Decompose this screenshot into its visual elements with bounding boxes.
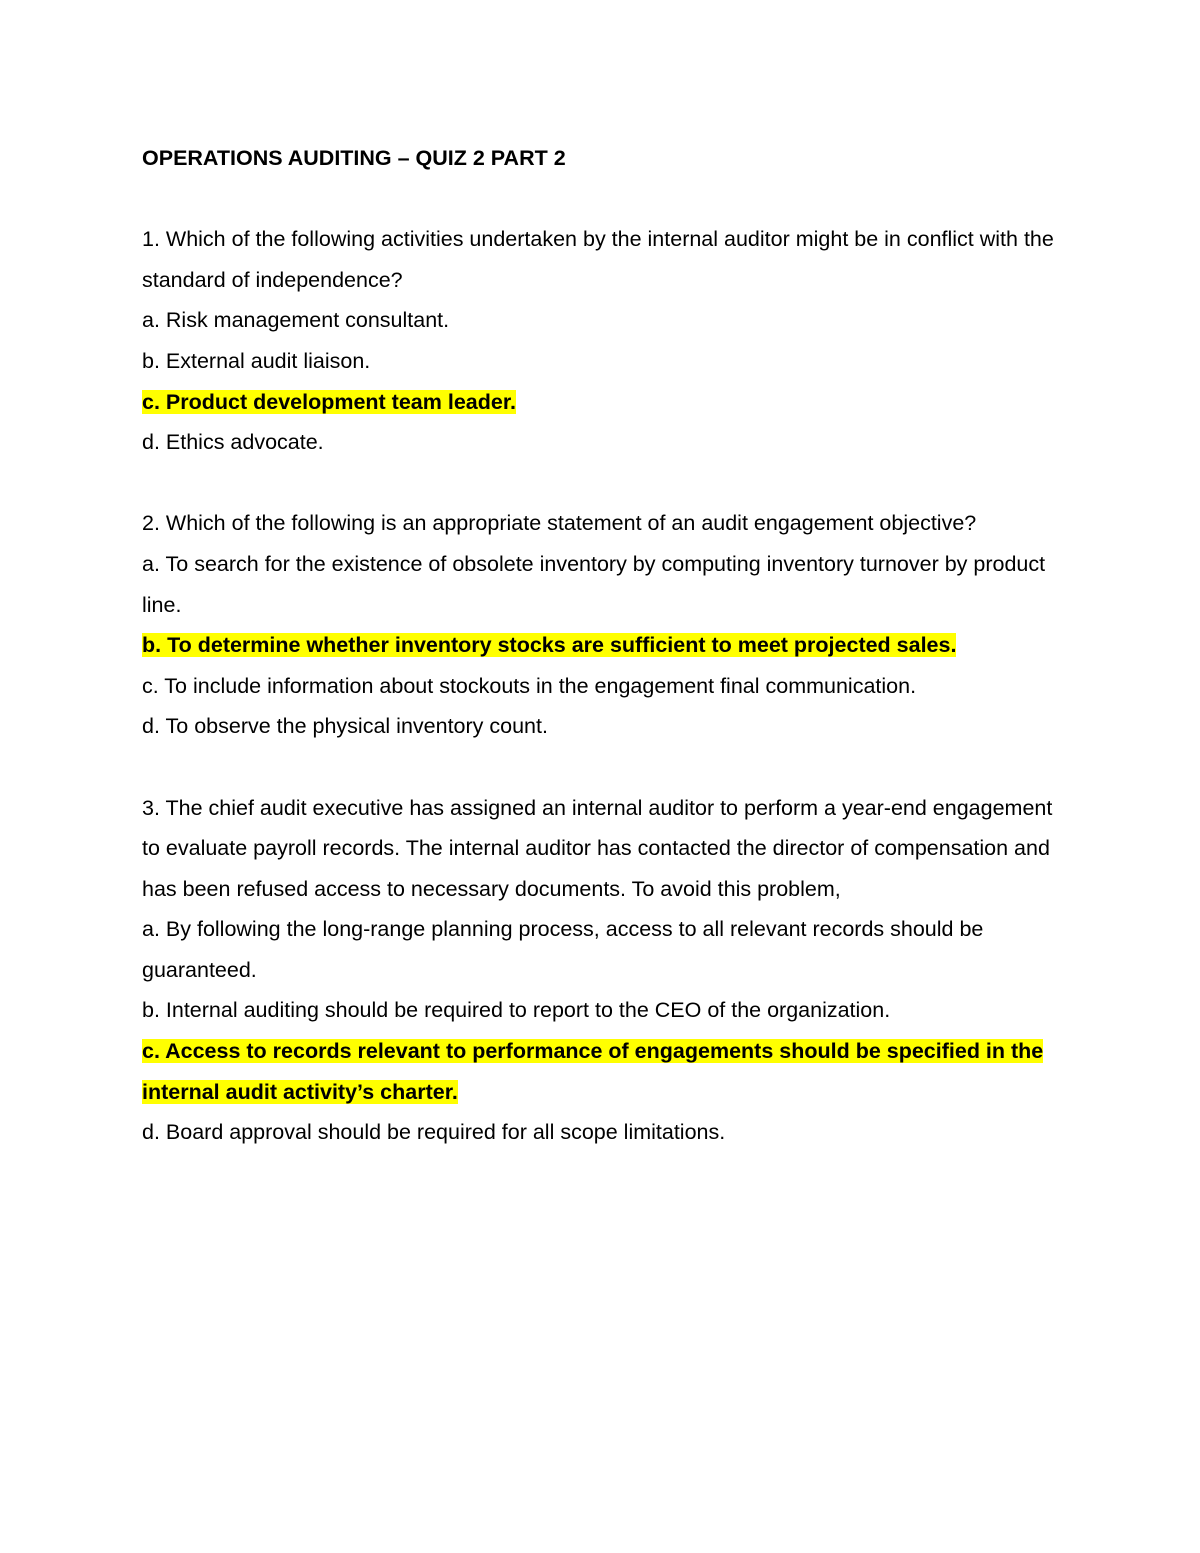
answer-option-a [142,909,1072,990]
question-3 [142,788,1072,1153]
answer-option-text: b. External audit liaison. [142,348,371,373]
answer-option-text: a. To search for the existence of obsolete inventory by computing inventory turnover by product line. [142,551,1046,617]
answer-option-b [142,341,1072,382]
document-page [142,138,1072,1193]
question-1 [142,219,1072,463]
answer-option-text: a. By following the long-range planning process, access to all relevant records should be guaranteed. [142,917,984,982]
answer-option-b [142,990,1072,1031]
answer-option-text: d. Ethics advocate. [142,430,324,455]
document-title: OPERATIONS AUDITING – QUIZ 2 PART 2 [142,146,566,170]
question-2 [142,503,1072,747]
highlighted-answer-text: c. Access to records relevant to performance of engagements should be specified in the internal audit activity’s charter. [142,1039,1044,1104]
correct-answer-option-c [142,1031,1072,1112]
question-text: 2. Which of the following is an appropriate statement of an audit engagement objective? [142,511,977,536]
answer-option-text: d. Board approval should be required for all scope limitations. [142,1120,726,1145]
answer-option-a [142,300,1072,341]
highlighted-answer-text: c. Product development team leader. [142,389,516,414]
answer-option-text: d. To observe the physical inventory count. [142,714,548,739]
correct-answer-option-c [142,382,1072,423]
answer-option-d [142,706,1072,747]
answer-option-a [142,544,1072,625]
answer-option-text: c. To include information about stockouts in the engagement final communication. [142,673,917,698]
answer-option-c [142,666,1072,707]
question-text: 3. The chief audit executive has assigned an internal auditor to perform a year-end engagement to evaluate payroll records. The internal auditor has contacted the director of compensation and has been refused access to necessary documents. To avoid this problem, [142,795,1053,901]
highlighted-answer-text: b. To determine whether inventory stocks are sufficient to meet projected sales. [142,633,957,658]
correct-answer-option-b [142,625,1072,666]
answer-option-text: a. Risk management consultant. [142,308,450,333]
answer-option-d [142,422,1072,463]
question-text: 1. Which of the following activities undertaken by the internal auditor might be in conflict with the standard of independence? [142,227,1054,292]
answer-option-text: b. Internal auditing should be required to report to the CEO of the organization. [142,998,891,1023]
answer-option-d [142,1112,1072,1153]
